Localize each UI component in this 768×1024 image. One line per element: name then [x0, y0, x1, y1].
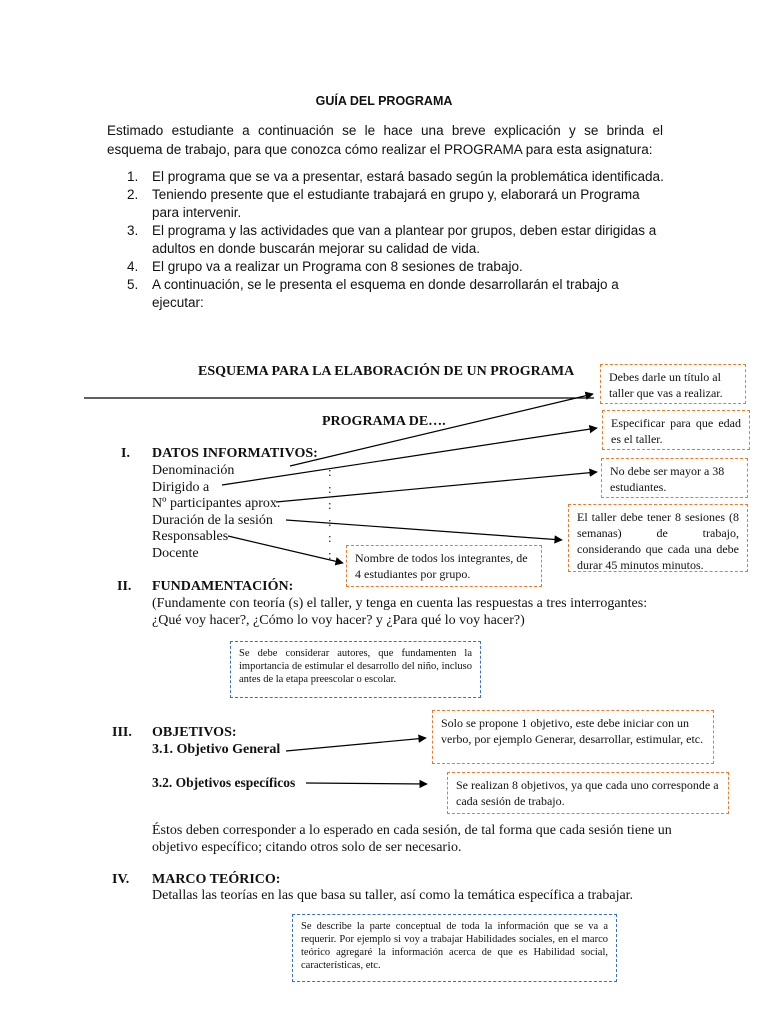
list-item-number: 5.	[127, 277, 139, 292]
note-edad: Especificar para que edad es el taller.	[602, 410, 750, 450]
note-integrantes: Nombre de todos los integrantes, de 4 estudiantes por grupo.	[346, 545, 542, 587]
note-participantes: No debe ser mayor a 38 estudiantes.	[601, 458, 748, 498]
list-item-text: Teniendo presente que el estudiante trabajará en grupo y, elaborará un Programa para intervenir.	[152, 187, 640, 220]
objetivos-text: Éstos deben corresponder a lo esperado en cada sesión, de tal forma que cada sesión tiene un objetivo específico; citando otros solo de ser necesario.	[152, 823, 672, 855]
field-denominacion: Denominación	[152, 463, 235, 478]
field-colon: :	[328, 464, 332, 479]
note-marco: Se describe la parte conceptual de toda la información que se va a requerir. Por ejemplo si voy a trabajar Habilidades sociales, en el marco teórico agregaré la información acerca de que es Habilidad social, características, etc.	[292, 914, 617, 982]
section-title-fundamentacion: FUNDAMENTACIÓN:	[152, 579, 294, 594]
section-title-marco: MARCO TEÓRICO:	[152, 872, 281, 887]
list-item-text: El programa y las actividades que van a plantear por grupos, deben estar dirigidas a adultos en donde buscarán mejorar su calidad de vida.	[152, 223, 657, 256]
note-objetivo-general: Solo se propone 1 objetivo, este debe iniciar con un verbo, por ejemplo Generar, desarrollar, estimular, etc.	[432, 710, 714, 764]
list-item-number: 1.	[127, 169, 139, 184]
section-number-4: IV.	[112, 872, 130, 887]
field-colon: :	[328, 480, 332, 496]
list-item-text: A continuación, se le presenta el esquema en donde desarrollarán el trabajo a ejecutar:	[152, 277, 619, 310]
section-title-objetivos: OBJETIVOS:	[152, 725, 237, 740]
field-duracion: Duración de la sesión	[152, 512, 273, 528]
field-colon: :	[328, 497, 332, 512]
arrow-objetivo-general	[286, 738, 426, 751]
arrow-responsables	[228, 536, 343, 563]
note-objetivos-especificos: Se realizan 8 objetivos, ya que cada uno corresponde a cada sesión de trabajo.	[447, 772, 729, 814]
field-colon: :	[328, 513, 332, 529]
fundamentacion-text: (Fundamente con teoría (s) el taller, y tenga en cuenta las respuestas a tres interrogantes: ¿Qué voy hacer?, ¿Cómo lo voy hacer? y ¿Para qué lo voy hacer?)	[152, 596, 648, 628]
note-titulo: Debes darle un título al taller que vas a realizar.	[600, 364, 746, 404]
arrow-titulo	[290, 394, 593, 466]
list-item-text: El programa que se va a presentar, estará basado según la problemática identificada.	[152, 169, 664, 184]
list-item-number: 2.	[127, 187, 139, 202]
list-item-text: El grupo va a realizar un Programa con 8 sesiones de trabajo.	[152, 259, 523, 274]
section-number-3: III.	[112, 725, 132, 740]
field-colon: :	[328, 530, 332, 545]
list-item-number: 3.	[127, 223, 139, 238]
section-title-datos: DATOS INFORMATIVOS:	[152, 446, 318, 461]
arrow-participantes	[276, 472, 597, 502]
list-item-number: 4.	[127, 259, 139, 274]
section-number-2: II.	[117, 579, 132, 594]
guide-title: GUÍA DEL PROGRAMA	[315, 94, 453, 108]
note-autores: Se debe considerar autores, que fundamenten la importancia de estimular el desarrollo del niño, incluso antes de la etapa preescolar o escolar.	[230, 641, 481, 698]
arrow-objetivos-especificos	[306, 783, 427, 784]
field-docente: Docente	[152, 545, 199, 561]
scheme-title: ESQUEMA PARA LA ELABORACIÓN DE UN PROGRAMA	[198, 364, 575, 379]
note-sesiones: El taller debe tener 8 sesiones (8 semanas) de trabajo, considerando que cada una debe durar 45 minutos minutos.	[568, 504, 748, 572]
section-number-1: I.	[121, 446, 130, 461]
intro-paragraph: Estimado estudiante a continuación se le hace una breve explicación y se brinda el esquema de trabajo, para que conozca cómo realizar el PROGRAMA para esta asignatura:	[107, 123, 663, 157]
objetivo-general-label: 3.1. Objetivo General	[152, 741, 281, 757]
program-subtitle: PROGRAMA DE….	[322, 414, 446, 429]
objetivos-especificos-label: 3.2. Objetivos específicos	[152, 775, 296, 790]
field-participantes: Nº participantes aprox.	[152, 496, 281, 511]
marco-text: Detallas las teorías en las que basa su taller, así como la temática específica a trabajar.	[152, 888, 634, 903]
field-colon: :	[328, 546, 332, 562]
field-dirigido: Dirigido a	[152, 479, 210, 495]
field-responsables: Responsables	[152, 529, 229, 544]
